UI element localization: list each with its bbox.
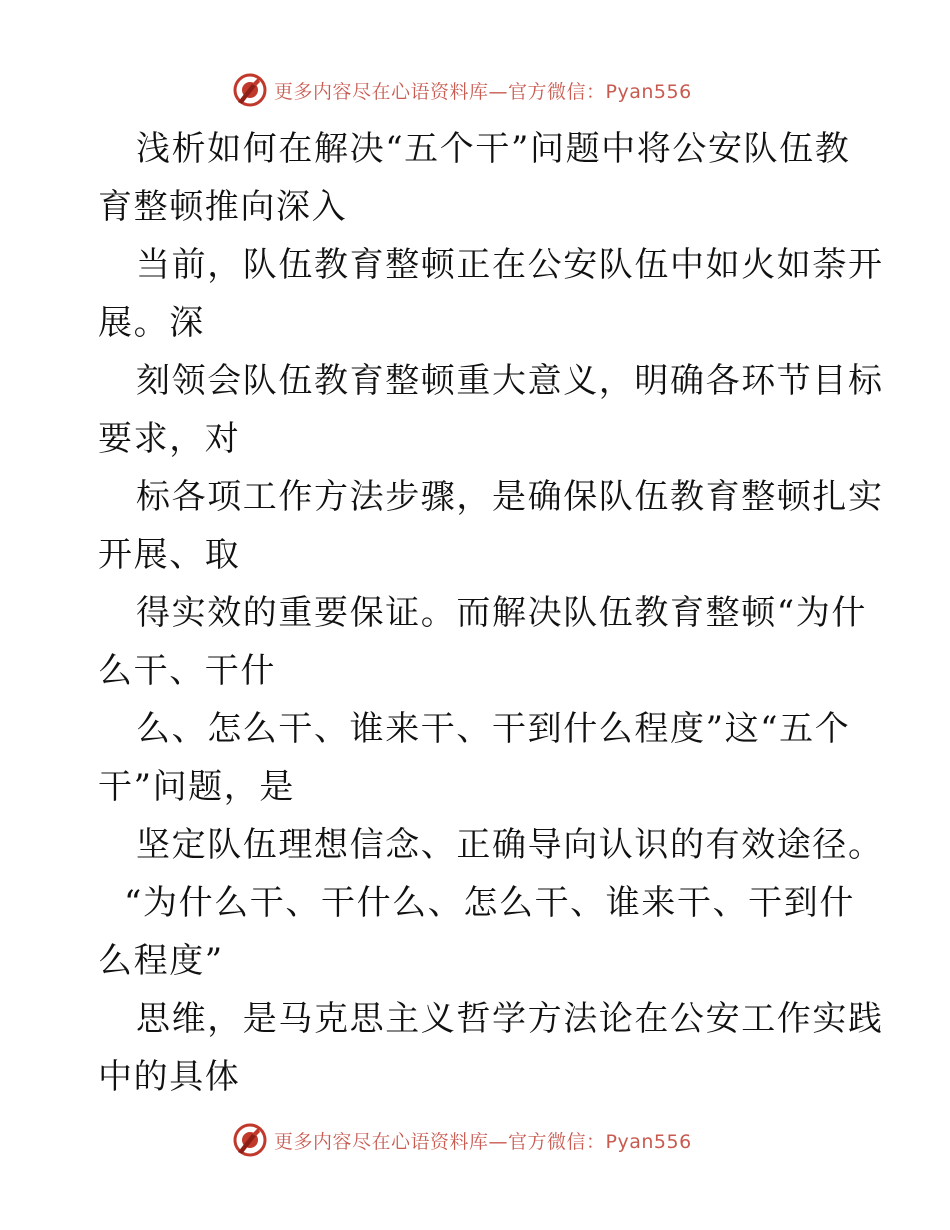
body-line: 标各项工作方法步骤，是确保队伍教育整顿扎实 — [136, 477, 884, 517]
body-line: 当前，队伍教育整顿正在公安队伍中如火如荼开 — [136, 245, 884, 285]
header-banner — [232, 70, 692, 110]
body-line: 浅析如何在解决“五个干”问题中将公安队伍教 — [136, 129, 851, 169]
footer-banner — [232, 1120, 692, 1160]
body-line: 思维，是马克思主义哲学方法论在公安工作实践 — [136, 999, 884, 1039]
header-banner-text: 更多内容尽在心语资料库—官方微信：Pyan556 — [274, 80, 692, 103]
body-line: 么程度” — [98, 941, 224, 981]
body-line: 么、怎么干、谁来干、干到什么程度”这“五个 — [136, 709, 851, 749]
body-line: 得实效的重要保证。而解决队伍教育整顿“为什 — [136, 593, 867, 633]
body-line: 么干、干什 — [98, 651, 276, 691]
body-line: 展。深 — [98, 303, 205, 343]
pen-logo-icon — [232, 1122, 268, 1158]
body-line: 育整顿推向深入 — [98, 187, 348, 227]
body-line: 开展、取 — [98, 535, 241, 575]
body-line: 坚定队伍理想信念、正确导向认识的有效途径。 — [136, 825, 884, 865]
body-line: 要求，对 — [98, 419, 241, 459]
body-line: 中的具体 — [98, 1057, 241, 1097]
document-body — [98, 120, 884, 1106]
body-line: 刻领会队伍教育整顿重大意义，明确各环节目标 — [136, 361, 884, 401]
body-line: 干”问题，是 — [98, 767, 295, 807]
body-line: “为什么干、干什么、怎么干、谁来干、干到什 — [124, 883, 855, 923]
pen-logo-icon — [232, 72, 268, 108]
footer-banner-text: 更多内容尽在心语资料库—官方微信：Pyan556 — [274, 1130, 692, 1153]
